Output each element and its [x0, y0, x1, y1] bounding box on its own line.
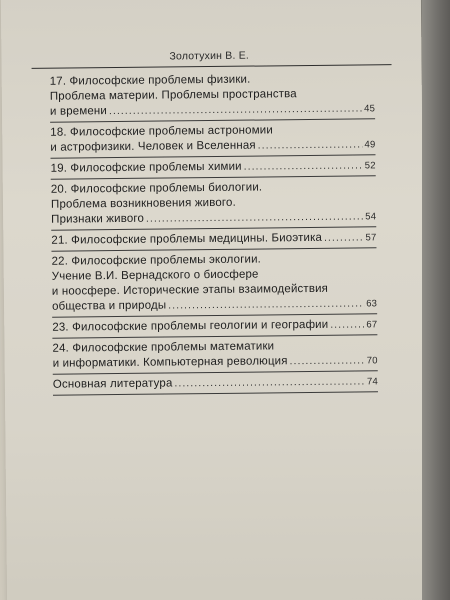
- toc-entry-line: 22. Философские проблемы экологии.: [51, 253, 262, 268]
- toc-entry-line: Проблема возникновения живого.: [50, 196, 236, 211]
- toc-entry-text: и времени: [49, 105, 108, 118]
- toc-entry-last-line: [51, 209, 376, 227]
- toc-entry: [50, 68, 376, 122]
- toc-entry-last-line: [53, 374, 378, 392]
- book-page: [1, 0, 427, 600]
- toc-page-number: 49: [364, 139, 376, 151]
- toc-entry-last-line: [52, 296, 377, 314]
- toc-entry: [51, 176, 377, 230]
- toc-entry-line: Проблема материи. Проблемы пространства: [49, 88, 297, 103]
- dot-leader: [330, 317, 364, 332]
- toc-entry-line: и ноосфере. Исторические этапы взаимодействия: [51, 282, 329, 298]
- toc-entry-text: 19. Философские проблемы химии: [50, 160, 242, 175]
- toc-entry-text: Признаки живого: [51, 212, 145, 226]
- toc-page-number: 63: [366, 298, 378, 310]
- toc-entry-last-line: [51, 158, 376, 176]
- toc-entry-text: и астрофизики. Человек и Вселенная: [50, 139, 256, 154]
- toc-entry-last-line: [50, 101, 375, 119]
- toc-page-number: 45: [364, 103, 376, 115]
- toc-page-number: 67: [366, 319, 378, 331]
- toc-entry-line: 20. Философские проблемы биологии.: [50, 181, 263, 196]
- running-header-author: Золотухин В. Е.: [169, 49, 250, 63]
- dot-leader: [168, 296, 364, 313]
- toc-page-number: 57: [365, 232, 377, 244]
- toc-page-number: 70: [366, 355, 378, 367]
- dot-leader: [258, 137, 363, 153]
- toc-page-number: 52: [364, 160, 376, 172]
- book-edge-shadow: [422, 0, 450, 600]
- toc-entry: [52, 335, 377, 374]
- toc-entry-line: 18. Философские проблемы астрономии: [50, 124, 273, 139]
- toc-entry-last-line: [52, 317, 377, 335]
- toc-entry-text: 23. Философские проблемы геологии и географии: [52, 318, 329, 334]
- toc-entry-line: 17. Философские проблемы физики.: [49, 73, 251, 88]
- table-of-contents: [50, 68, 378, 395]
- toc-entry-last-line: [50, 137, 375, 155]
- dot-leader: [146, 209, 363, 226]
- toc-page-number: 54: [365, 211, 377, 223]
- toc-entry-text: общества и природы: [51, 299, 167, 313]
- toc-entry: [51, 248, 377, 317]
- toc-entry: [50, 119, 375, 158]
- toc-entry-last-line: [53, 353, 378, 371]
- toc-entry: [53, 371, 378, 395]
- toc-entry-line: 24. Философские проблемы математики: [52, 340, 275, 355]
- dot-leader: [174, 374, 365, 391]
- toc-entry-text: Основная литература: [52, 377, 173, 391]
- toc-entry-text: 21. Философские проблемы медицины. Биоэтика: [51, 231, 323, 247]
- dot-leader: [290, 353, 365, 369]
- toc-entry-line: Учение В.И. Вернадского о биосфере: [51, 268, 259, 283]
- toc-entry-text: и информатики. Компьютерная революция: [52, 355, 288, 370]
- toc-page-number: 74: [366, 376, 378, 388]
- dot-leader: [244, 158, 363, 174]
- toc-entry-last-line: [51, 230, 376, 248]
- dot-leader: [109, 101, 362, 119]
- dot-leader: [324, 230, 364, 245]
